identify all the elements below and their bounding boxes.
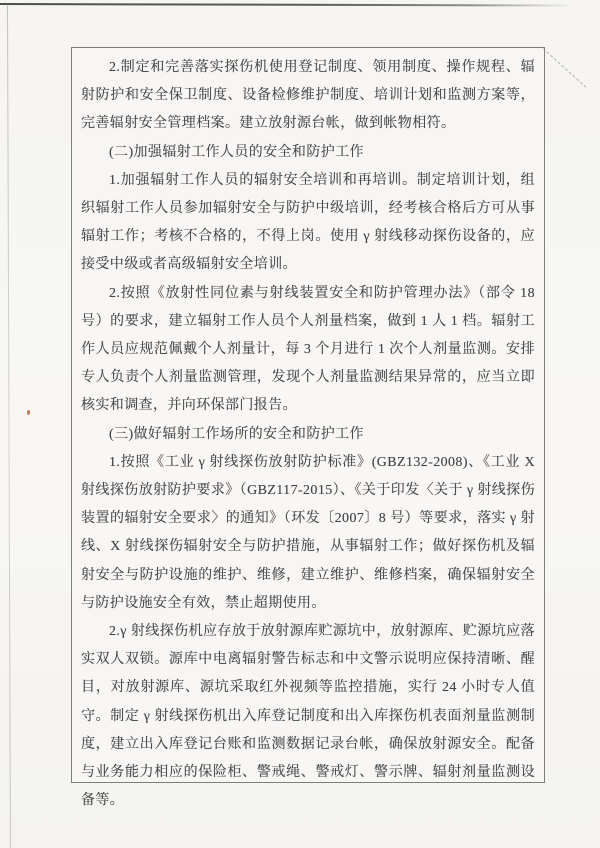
scan-speck-artifact: [27, 410, 30, 415]
paragraph-training-1: 1.加强辐射工作人员的辐射安全培训和再培训。制定培训计划，组织辐射工作人员参加辐射安全与防护中级培训，经考核合格后方可从事辐射工作；考核不合格的，不得上岗。使用 γ 射线移动探伤设备的，应接受中级或者高级辐射安全培训。: [81, 172, 535, 273]
section-heading-2: (二)加强辐射工作人员的安全和防护工作: [109, 144, 364, 160]
scan-top-edge-artifact: [0, 3, 575, 7]
scan-noise-artifact: [10, 812, 590, 838]
scan-left-edge-artifact: [7, 4, 11, 848]
paragraph-workplace-1: 1.按照《工业 γ 射线探伤放射防护标准》(GBZ132-2008)、《工业 X 射线探伤放射防护要求》（GBZ117-2015）、《关于印发〈关于 γ 射线探伤装置的辐射安全要求〉的通知》（环发〔2007〕8 号）等要求，落实 γ 射线、X 射线探伤辐射安全与防护措施，从事辐射工作；做好探伤机及辐射安全与防护设施的维护、维修，建立维护、维修档案，确保辐射安全与防护设施安全有效，禁止超期使用。: [81, 454, 535, 611]
paragraph-measures-2: 2.制定和完善落实探伤机使用登记制度、领用制度、操作规程、辐射防护和安全保卫制度、设备检修维护制度、培训计划和监测方案等，完善辐射安全管理档案。建立放射源台帐，做到帐物相符。: [81, 60, 535, 132]
document-table-cell: [71, 47, 545, 809]
paragraph-storage-2: 2.γ 射线探伤机应存放于放射源库贮源坑中，放射源库、贮源坑应落实双人双锁。源库中电离辐射警告标志和中文警示说明应保持清晰、醒目，对放射源库、源坑采取红外视频等监控措施，实行 24 小时专人值守。制定 γ 射线探伤机出入库登记制度和出入库探伤机表面剂量监测制度，建立出入库登记台账和监测数据记录台帐，确保放射源安全。配备与业务能力相应的保险柜、警戒绳、警戒灯、警示牌、辐射剂量监测设备等。: [81, 624, 535, 809]
scan-crease-artifact: [543, 48, 587, 88]
section-heading-3: (三)做好辐射工作场所的安全和防护工作: [109, 426, 364, 442]
paragraph-dosimetry-2: 2.按照《放射性同位素与射线装置安全和防护管理办法》（部令 18 号）的要求，建立辐射工作人员个人剂量档案，做到 1 人 1 档。辐射工作人员应规范佩戴个人剂量计，每 3 个月进行 1 次个人剂量监测。安排专人负责个人剂量监测管理，发现个人剂量监测结果异常的，应当立即核实和调查，并向环保部门报告。: [81, 285, 535, 414]
